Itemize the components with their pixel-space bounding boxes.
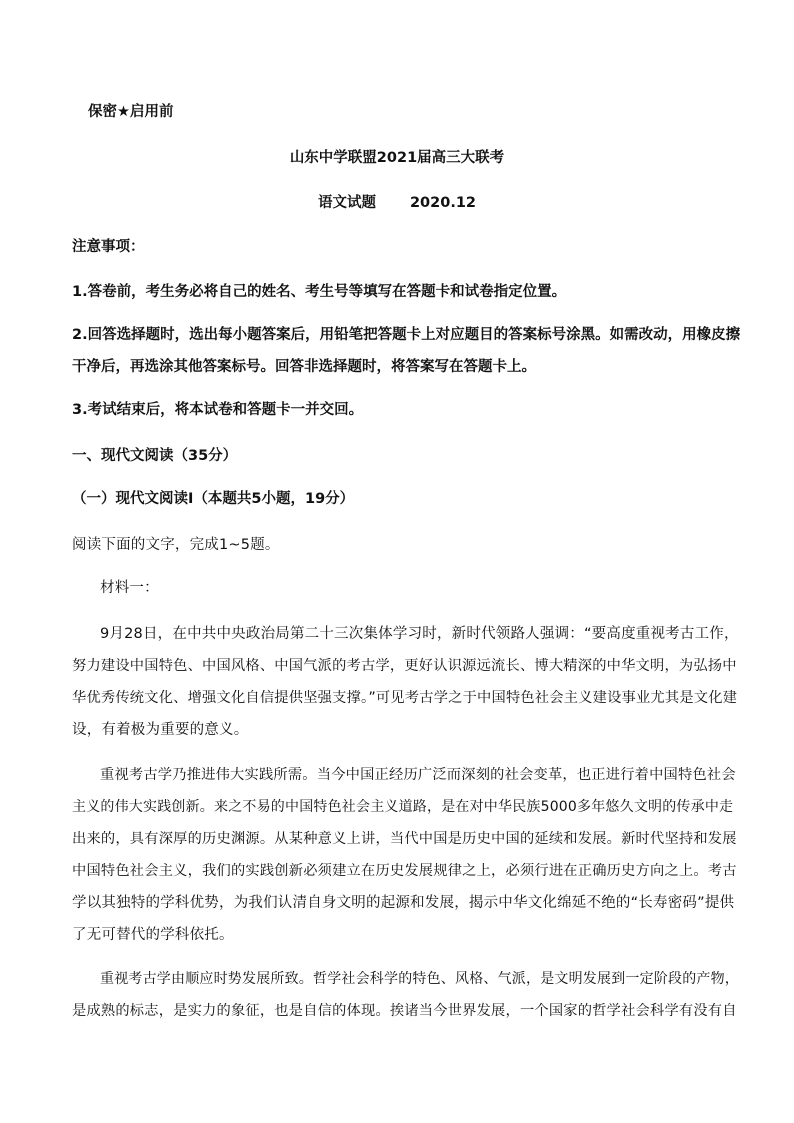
p1-line-3: 华优秀传统文化、增强文化自信提供坚强支撑。”可见考古学之于中国特色社会主义建设事业尤其是文化建 bbox=[72, 690, 738, 706]
note-1: 1.答卷前，考生务必将自己的姓名、考生号等填写在答题卡和试卷指定位置。 bbox=[72, 284, 567, 300]
note-2-line-1: 2.回答选择题时，选出每小题答案后，用铅笔把答题卡上对应题目的答案标号涂黑。如需改动，用橡皮擦 bbox=[72, 327, 741, 343]
note-2-line-2: 干净后，再选涂其他答案标号。回答非选择题时，将答案写在答题卡上。 bbox=[72, 359, 536, 375]
material-label: 材料一： bbox=[100, 580, 159, 596]
p2-line-1: 重视考古学乃推进伟大实践所需。当今中国正经历广泛而深刻的社会变革，也正进行着中国特色社会 bbox=[100, 767, 736, 783]
p2-line-4: 中国特色社会主义，我们的实践创新必须建立在历史发展规律之上，必须行进在正确历史方向之上。考古 bbox=[72, 863, 737, 879]
p1-line-2: 努力建设中国特色、中国风格、中国气派的考古学，更好认识源远流长、博大精深的中华文明，为弘扬中 bbox=[72, 658, 737, 674]
p1-line-1: 9月28日，在中共中央政治局第二十三次集体学习时，新时代领路人强调：“要高度重视考古工作， bbox=[100, 626, 739, 642]
p2-line-6: 了无可替代的学科依托。 bbox=[72, 927, 234, 943]
p3-line-1: 重视考古学由顺应时势发展所致。哲学社会科学的特色、风格、气派，是文明发展到一定阶段的产物， bbox=[100, 971, 739, 987]
reading-instruction: 阅读下面的文字，完成1~5题。 bbox=[72, 537, 280, 553]
notes-heading: 注意事项： bbox=[72, 239, 145, 255]
subsection-heading: （一）现代文阅读Ⅰ（本题共5小题，19分） bbox=[72, 491, 355, 507]
p3-line-2: 是成熟的标志，是实力的象征，也是自信的体现。挨诸当今世界发展，一个国家的哲学社会科学有没有自 bbox=[72, 1003, 737, 1019]
subject-label: 语文试题 bbox=[317, 195, 376, 211]
p2-line-2: 主义的伟大实践创新。来之不易的中国特色社会主义道路，是在对中华民族5000多年悠久文明的传承中走 bbox=[72, 799, 734, 815]
note-3: 3.考试结束后，将本试卷和答题卡一并交回。 bbox=[72, 402, 364, 418]
subject-line bbox=[0, 193, 794, 213]
p2-line-3: 出来的，具有深厚的历史渊源。从某种意义上讲，当代中国是历史中国的延续和发展。新时代坚持和发展 bbox=[72, 831, 737, 847]
exam-title: 山东中学联盟2021届高三大联考 bbox=[289, 150, 505, 166]
secrecy-label: 保密★启用前 bbox=[88, 104, 174, 120]
p2-line-5: 学以其独特的学科优势，为我们认清自身文明的起源和发展，揭示中华文化绵延不绝的“长寿密码”提供 bbox=[72, 895, 735, 911]
exam-date: 2020.12 bbox=[409, 195, 477, 211]
p1-line-4: 设，有着极为重要的意义。 bbox=[72, 722, 249, 738]
section-heading: 一、现代文阅读（35分） bbox=[72, 448, 238, 464]
